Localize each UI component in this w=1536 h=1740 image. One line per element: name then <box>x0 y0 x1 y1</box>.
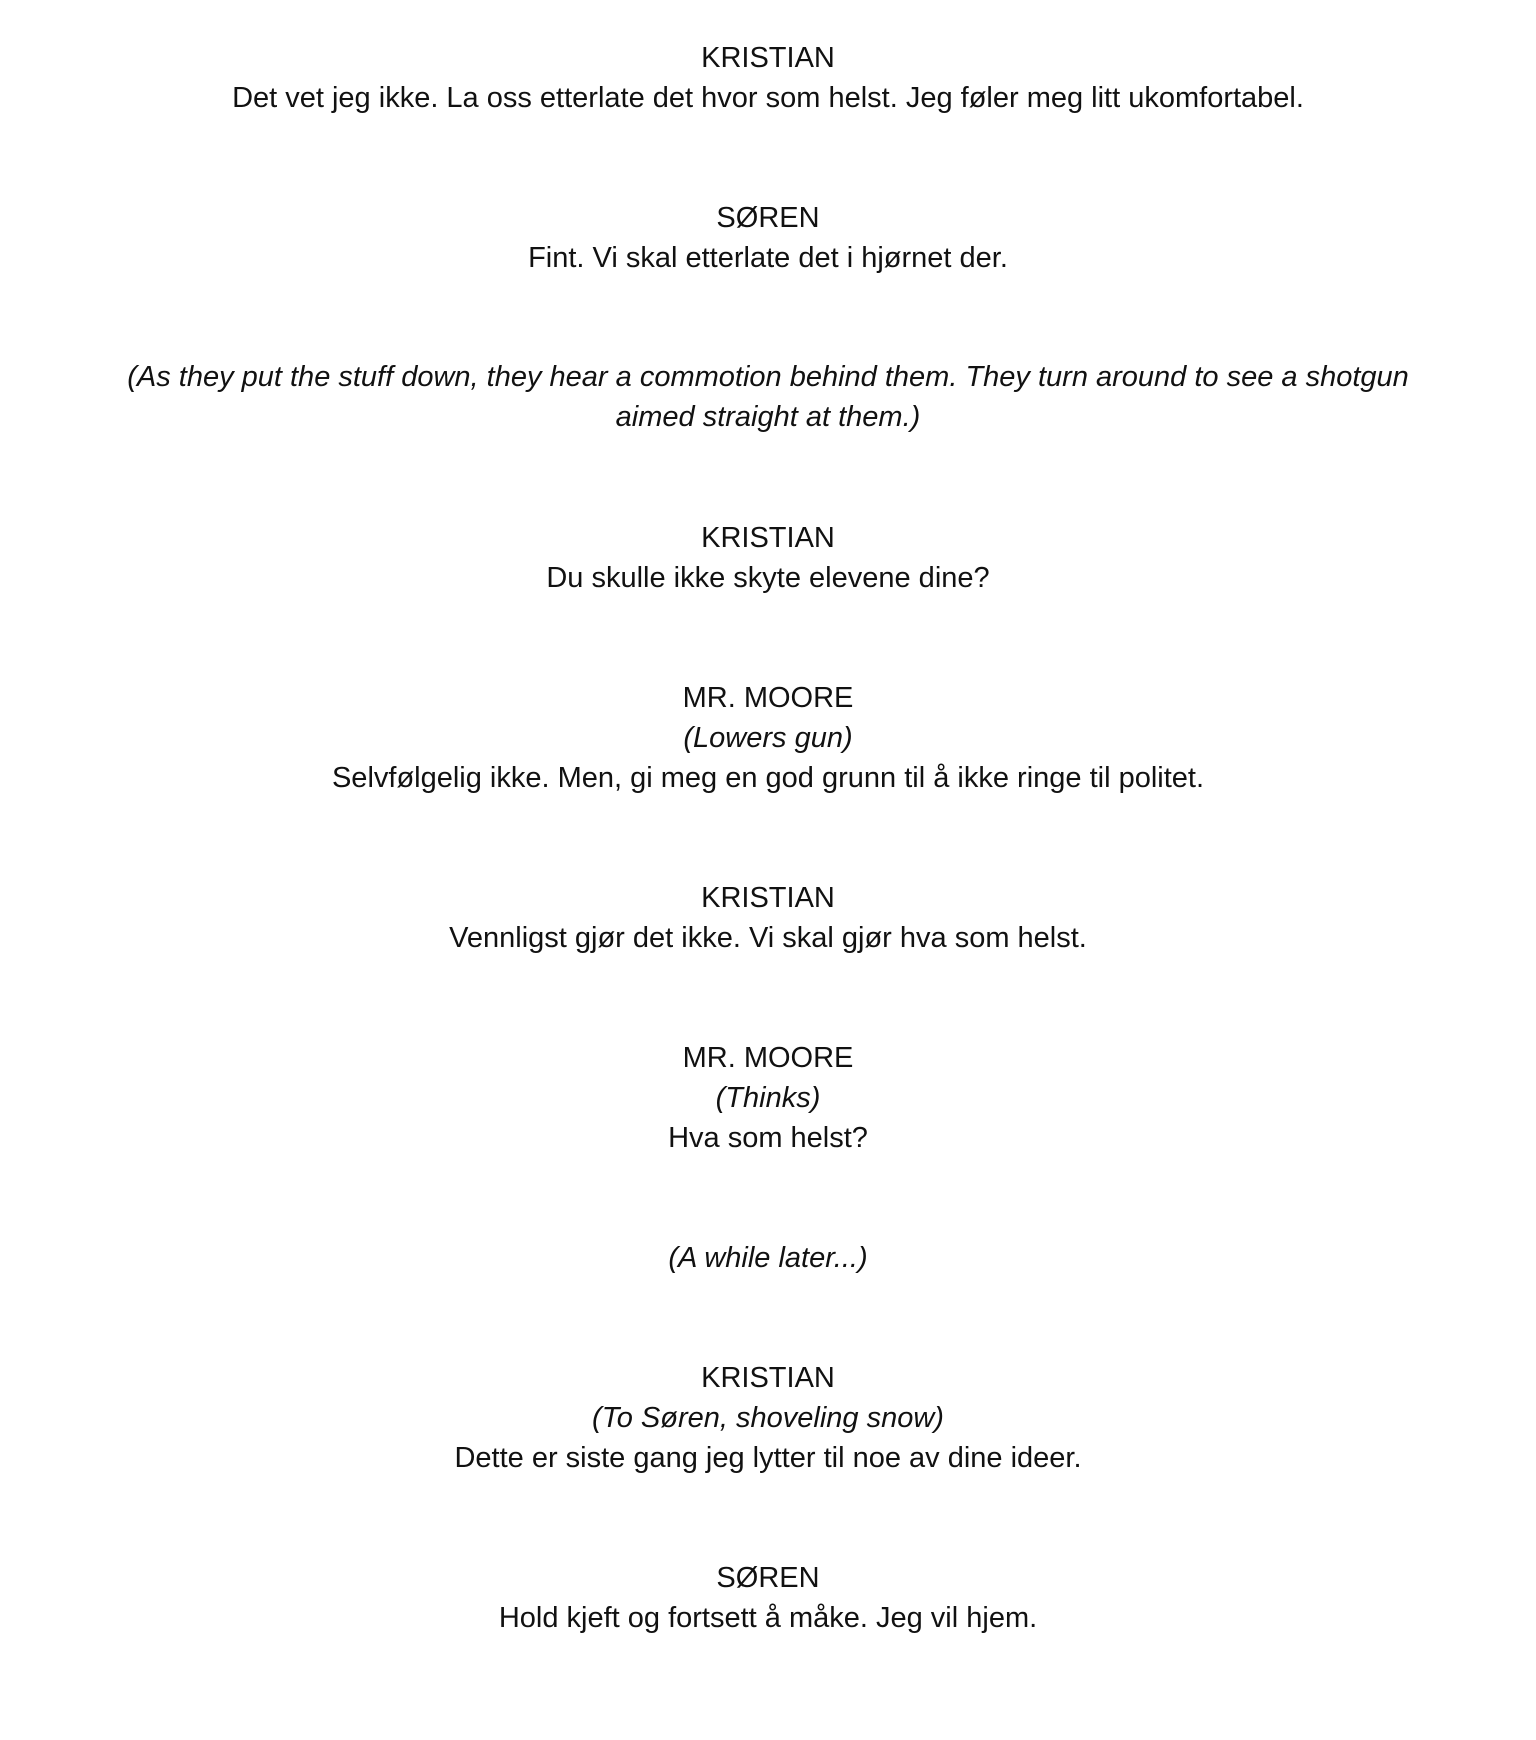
character-name: SØREN <box>716 202 820 234</box>
stage-direction-line: (A while later...) <box>668 1242 868 1274</box>
parenthetical: (To Søren, shoveling snow) <box>592 1402 944 1434</box>
stage-direction-line: (As they put the stuff down, they hear a commotion behind them. They turn around to see a shotgun <box>127 361 1409 393</box>
character-name: MR. MOORE <box>682 682 854 714</box>
dialogue-block <box>40 1038 1496 1158</box>
character-name: SØREN <box>716 1562 820 1594</box>
dialogue-block <box>40 878 1496 958</box>
dialogue-block <box>40 1358 1496 1478</box>
dialogue-line: Du skulle ikke skyte elevene dine? <box>546 562 990 594</box>
dialogue-line: Dette er siste gang jeg lytter til noe av dine ideer. <box>454 1442 1082 1474</box>
dialogue-line: Selvfølgelig ikke. Men, gi meg en god grunn til å ikke ringe til politet. <box>331 762 1205 794</box>
character-name: MR. MOORE <box>682 1042 854 1074</box>
dialogue-line: Hold kjeft og fortsett å måke. Jeg vil hjem. <box>498 1602 1038 1634</box>
dialogue-block <box>40 518 1496 598</box>
dialogue-block <box>40 1558 1496 1638</box>
character-name: KRISTIAN <box>701 42 835 74</box>
parenthetical: (Thinks) <box>715 1082 821 1114</box>
dialogue-line: Vennligst gjør det ikke. Vi skal gjør hva som helst. <box>449 922 1087 954</box>
stage-direction <box>40 1238 1496 1278</box>
dialogue-line: Fint. Vi skal etterlate det i hjørnet der. <box>528 242 1008 274</box>
stage-direction <box>40 357 1496 437</box>
character-name: KRISTIAN <box>701 882 835 914</box>
dialogue-block <box>40 678 1496 798</box>
dialogue-block <box>40 198 1496 278</box>
parenthetical: (Lowers gun) <box>683 722 853 754</box>
dialogue-line: Det vet jeg ikke. La oss etterlate det hvor som helst. Jeg føler meg litt ukomfortabel. <box>232 82 1304 114</box>
character-name: KRISTIAN <box>701 1362 835 1394</box>
character-name: KRISTIAN <box>701 522 835 554</box>
stage-direction-line: aimed straight at them.) <box>615 401 921 433</box>
dialogue-block <box>40 38 1496 118</box>
dialogue-line: Hva som helst? <box>668 1122 868 1154</box>
